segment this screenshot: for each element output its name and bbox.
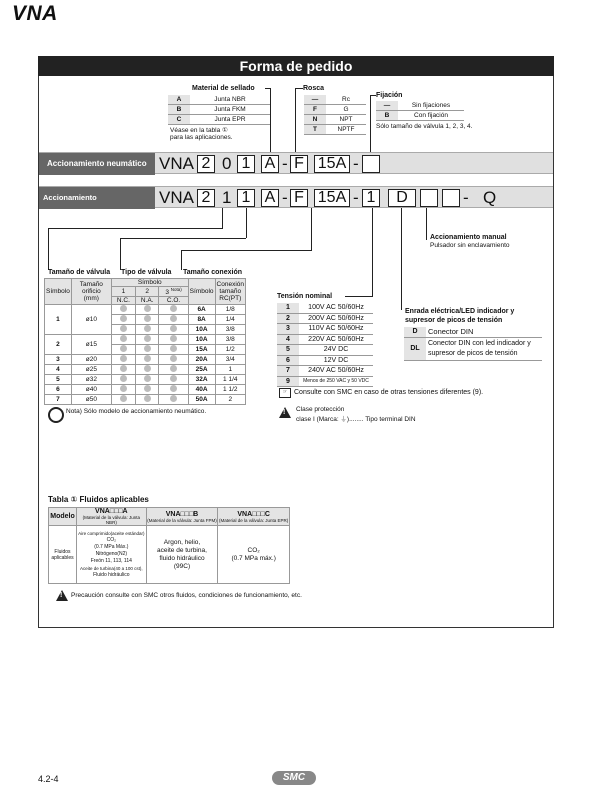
- codebar-electro-label: Accionamiento electroneumático: [39, 187, 155, 209]
- code-size: 2: [197, 155, 215, 173]
- line: [311, 208, 312, 250]
- codebar-electroneumatico: [39, 186, 553, 224]
- line: [426, 208, 427, 240]
- clase-line1: Clase protección: [296, 406, 345, 413]
- smc-logo: SMC: [272, 771, 316, 785]
- line: [295, 88, 296, 158]
- code-voltage: 1: [362, 189, 380, 207]
- code-bracket: [420, 189, 438, 207]
- fijacion-title: Fijación: [376, 92, 403, 99]
- material-note-2: para las aplicaciones.: [170, 134, 233, 141]
- code-type: 1: [237, 189, 255, 207]
- code-thread: F: [290, 189, 308, 207]
- codebar-neumatico-label: Accionamiento neumático: [39, 153, 155, 175]
- code-port: 15A: [314, 189, 350, 207]
- warning-icon: [279, 407, 291, 418]
- accionamiento-manual-value: Pulsador sin enclavamiento: [430, 242, 510, 249]
- code-port: 15A: [314, 155, 350, 173]
- accionamiento-manual-title: Accionamiento manual: [430, 234, 507, 241]
- caution-icon: [56, 590, 68, 601]
- code-prefix: VNA: [159, 188, 194, 207]
- rosca-table: — Rc F G N NPT T NPTF: [304, 95, 366, 135]
- series-title: VNA: [12, 2, 58, 25]
- line: [48, 228, 49, 270]
- material-sellado-table: A Junta NBR B Junta FKM C Junta EPR: [168, 95, 270, 125]
- tipo-valvula-label: Tipo de válvula: [121, 269, 172, 276]
- code-thread: F: [290, 155, 308, 173]
- magnifier-icon: [48, 407, 64, 423]
- material-note-1: Véase en la tabla ①: [170, 127, 228, 134]
- rosca-title: Rosca: [303, 85, 325, 92]
- code-bracket: [362, 155, 380, 173]
- tamano-conexion-label: Tamaño conexión: [183, 269, 242, 276]
- fluidos-table: Modelo VNA□□□A (Material de la válvula: Junta NBR) VNA□□□B (Material de la válvula: Junta FPM) VNA□□□C (Material de la válvula: Junta EPR) Fluidos aplicables Aire comprimido(aceite estándar) CO₂ (0.7 MPa Máx.) Nitrógeno(N2) Freón 11, 113, 114 Aceite de turbina(40 a 100 cst), Fluido hidráulico Argon, helio, aceite de turbina, fluido hidráulico (99C) CO₂ (0.7 MPa máx.): [48, 507, 290, 584]
- code-dash: -: [353, 188, 359, 207]
- code-option: [442, 189, 460, 207]
- entrada-title-1: Enrada eléctrica/LED indicador y: [405, 308, 515, 315]
- entrada-table: D Conector DIN DL Conector DIN con led indicador y supresor de picos de tensión: [404, 327, 542, 361]
- valve-note: Nota) Sólo modelo de accionamiento neumático.: [66, 408, 207, 415]
- line: [222, 208, 223, 228]
- line: [372, 208, 373, 297]
- line: [48, 228, 223, 229]
- valve-table: Símbolo Tamaño orificio (mm) Símbolo Símbolo Conexión tamaño RC(PT) 1 2 3 $^{Nota)}$ N.C. N.A. C.O. 1 ø10 6A 1/8 8A 1/4 10A 3/8 2 ø15 10A 3/8 15A 1/2 3 ø20 20A 3/4 4 ø25 25A 1 5 ø32 32A 1 1/4 6 ø40 40A 1 1/2 7 ø50 50A 2: [46, 279, 244, 404]
- line: [295, 88, 303, 89]
- tension-consult: Consulte con SMC en caso de otras tensiones diferentes (9).: [294, 389, 484, 396]
- code-dash: -: [282, 188, 288, 207]
- fijacion-table: — Sin fijaciones B Con fijación: [376, 101, 464, 121]
- line: [181, 250, 312, 251]
- code-actuation: 0: [222, 154, 232, 173]
- code-actuation: 1: [222, 188, 232, 207]
- code-dash: -: [282, 154, 288, 173]
- line: [181, 250, 182, 270]
- line: [401, 208, 402, 310]
- page-number: 4.2-4: [38, 774, 59, 784]
- codebar-neumatico: [39, 152, 553, 174]
- info-icon: ☞: [279, 388, 291, 398]
- tamano-valvula-label: Tamaño de válvula: [48, 269, 111, 276]
- code-type: 1: [237, 155, 255, 173]
- code-dash: -: [353, 154, 359, 173]
- fluidos-caution: Precaución consulte con SMC otros fluidos, condiciones de funcionamiento, etc.: [71, 592, 302, 599]
- code-prefix: VNA: [159, 154, 194, 173]
- banner-title: Forma de pedido: [38, 56, 554, 76]
- tension-table: 1 100V AC 50/60Hz 2 200V AC 50/60Hz 3 110V AC 50/60Hz 4 220V AC 50/60Hz 5 24V DC 6 12V DC 7 240V AC 50/60Hz 9 Menos de 250 VAC y 50 VDC: [277, 303, 373, 387]
- clase-line2: clase I (Marca: ⏚)........ Tipo terminal DIN: [296, 416, 416, 423]
- entrada-title-2: supresor de picos de tensión: [405, 317, 503, 324]
- code-suffix: Q: [483, 188, 497, 207]
- code-electrical: D: [388, 189, 416, 207]
- line: [270, 88, 271, 158]
- tension-title: Tensión nominal: [277, 293, 333, 300]
- code-dash: -: [463, 188, 469, 207]
- material-sellado-title: Material de sellado: [192, 85, 255, 92]
- line: [120, 238, 121, 270]
- code-size: 2: [197, 189, 215, 207]
- line: [246, 208, 247, 238]
- fijacion-note: Sólo tamaño de válvula 1, 2, 3, 4.: [376, 123, 473, 130]
- line: [370, 95, 371, 158]
- code-seal: A: [261, 189, 279, 207]
- line: [120, 238, 246, 239]
- fluidos-title: Tabla ① Fluidos aplicables: [48, 495, 149, 504]
- code-seal: A: [261, 155, 279, 173]
- line: [345, 296, 373, 297]
